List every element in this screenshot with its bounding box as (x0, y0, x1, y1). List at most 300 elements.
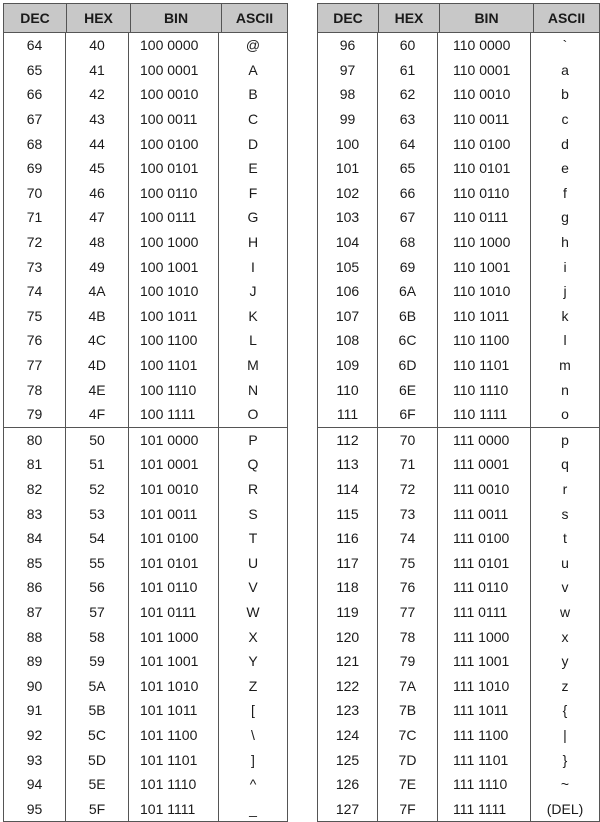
table-row (4, 353, 287, 378)
table-row (318, 402, 599, 427)
table-row (4, 723, 287, 748)
ascii-cell: h (561, 234, 569, 251)
ascii-cell: (DEL) (546, 800, 584, 817)
bin-cell: 110 1010 (438, 279, 531, 304)
ascii-cell: ~ (560, 776, 570, 793)
table-row (4, 600, 287, 625)
hex-cell: 40 (66, 33, 129, 58)
table-row (4, 328, 287, 353)
ascii-cell: R (247, 480, 259, 497)
hex-cell: 4B (66, 304, 129, 329)
bin-cell: 100 1111 (129, 402, 219, 427)
table-row (4, 747, 287, 772)
table-row (4, 279, 287, 304)
table-row (318, 377, 599, 402)
hex-cell: 51 (66, 452, 129, 477)
header-dec: DEC (318, 4, 379, 32)
hex-cell: 4D (66, 353, 129, 378)
ascii-cell: E (248, 160, 258, 177)
ascii-cell: D (247, 135, 259, 152)
bin-cell: 111 0000 (438, 428, 531, 453)
hex-cell: 56 (66, 575, 129, 600)
table-row (4, 526, 287, 551)
hex-cell: 75 (378, 550, 438, 575)
dec-cell: 83 (4, 501, 66, 526)
bin-cell: 111 1000 (438, 624, 531, 649)
ascii-cell: a (561, 61, 569, 78)
hex-cell: 78 (378, 624, 438, 649)
ascii-cell: v (561, 579, 569, 596)
dec-cell: 97 (318, 58, 378, 83)
ascii-table-right (317, 3, 600, 822)
ascii-cell: \ (251, 726, 255, 743)
bin-cell: 110 1110 (438, 377, 531, 402)
dec-cell: 99 (318, 107, 378, 132)
bin-cell: 101 1000 (129, 624, 219, 649)
hex-cell: 7B (378, 698, 438, 723)
table-row (4, 58, 287, 83)
ascii-cell: O (247, 406, 259, 423)
hex-cell: 52 (66, 477, 129, 502)
table-row (318, 58, 599, 83)
bin-cell: 110 0011 (438, 107, 531, 132)
header-bin: BIN (440, 4, 534, 32)
ascii-cell: S (248, 505, 258, 522)
table-row (318, 575, 599, 600)
dec-cell: 121 (318, 649, 378, 674)
table-row (4, 452, 287, 477)
hex-cell: 44 (66, 131, 129, 156)
dec-cell: 115 (318, 501, 378, 526)
dec-cell: 118 (318, 575, 378, 600)
bin-cell: 101 1010 (129, 673, 219, 698)
dec-cell: 78 (4, 377, 66, 402)
ascii-cell: } (562, 751, 568, 768)
dec-cell: 117 (318, 550, 378, 575)
dec-cell: 71 (4, 205, 66, 230)
bin-cell: 111 1101 (438, 747, 531, 772)
bin-cell: 100 0010 (129, 82, 219, 107)
bin-cell: 100 0000 (129, 33, 219, 58)
bin-cell: 101 0110 (129, 575, 219, 600)
ascii-cell: P (248, 431, 258, 448)
table-row (318, 550, 599, 575)
table-row (318, 230, 599, 255)
dec-cell: 119 (318, 600, 378, 625)
hex-cell: 67 (378, 205, 438, 230)
table-row (4, 477, 287, 502)
hex-cell: 70 (378, 428, 438, 453)
table-row (318, 33, 599, 58)
hex-cell: 4F (66, 402, 129, 427)
hex-cell: 72 (378, 477, 438, 502)
ascii-cell: C (247, 111, 259, 128)
ascii-cell: Y (248, 653, 258, 670)
dec-cell: 89 (4, 649, 66, 674)
dec-cell: 92 (4, 723, 66, 748)
table-row (4, 107, 287, 132)
ascii-cell: N (247, 381, 259, 398)
hex-cell: 5A (66, 673, 129, 698)
header-dec: DEC (4, 4, 67, 32)
hex-cell: 43 (66, 107, 129, 132)
table-row (4, 427, 287, 453)
dec-cell: 101 (318, 156, 378, 181)
hex-cell: 73 (378, 501, 438, 526)
dec-cell: 107 (318, 304, 378, 329)
dec-cell: 123 (318, 698, 378, 723)
dec-cell: 109 (318, 353, 378, 378)
dec-cell: 114 (318, 477, 378, 502)
ascii-cell: c (561, 111, 569, 128)
table-row (318, 279, 599, 304)
ascii-cell: @ (245, 37, 261, 54)
bin-cell: 101 1011 (129, 698, 219, 723)
table-row (318, 649, 599, 674)
table-row (4, 624, 287, 649)
dec-cell: 96 (318, 33, 378, 58)
hex-cell: 63 (378, 107, 438, 132)
ascii-cell: f (563, 184, 567, 201)
bin-cell: 111 0101 (438, 550, 531, 575)
table-row (318, 452, 599, 477)
hex-cell: 6B (378, 304, 438, 329)
hex-cell: 57 (66, 600, 129, 625)
ascii-cell: d (561, 135, 569, 152)
table-row (318, 600, 599, 625)
table-row (4, 796, 287, 821)
ascii-cell: n (561, 381, 569, 398)
ascii-cell: L (249, 332, 257, 349)
bin-cell: 110 0001 (438, 58, 531, 83)
bin-cell: 101 0000 (129, 428, 219, 453)
dec-cell: 70 (4, 181, 66, 206)
bin-cell: 100 0110 (129, 181, 219, 206)
bin-cell: 100 0111 (129, 205, 219, 230)
hex-cell: 41 (66, 58, 129, 83)
dec-cell: 68 (4, 131, 66, 156)
dec-cell: 84 (4, 526, 66, 551)
table-row (318, 82, 599, 107)
hex-cell: 77 (378, 600, 438, 625)
dec-cell: 85 (4, 550, 66, 575)
dec-cell: 77 (4, 353, 66, 378)
dec-cell: 73 (4, 254, 66, 279)
dec-cell: 106 (318, 279, 378, 304)
bin-cell: 110 1000 (438, 230, 531, 255)
ascii-cell: p (561, 431, 569, 448)
bin-cell: 101 1110 (129, 772, 219, 797)
table-row (318, 254, 599, 279)
table-row (318, 673, 599, 698)
table-row (4, 131, 287, 156)
table-row (318, 526, 599, 551)
hex-cell: 49 (66, 254, 129, 279)
dec-cell: 127 (318, 796, 378, 821)
bin-cell: 110 0111 (438, 205, 531, 230)
dec-cell: 79 (4, 402, 66, 427)
bin-cell: 111 0100 (438, 526, 531, 551)
table-row (4, 304, 287, 329)
dec-cell: 104 (318, 230, 378, 255)
dec-cell: 76 (4, 328, 66, 353)
table-row (4, 772, 287, 797)
ascii-cell: | (563, 726, 567, 743)
ascii-cell: j (563, 283, 567, 300)
ascii-cell: W (246, 603, 260, 620)
hex-cell: 64 (378, 131, 438, 156)
hex-cell: 7F (378, 796, 438, 821)
dec-cell: 91 (4, 698, 66, 723)
hex-cell: 60 (378, 33, 438, 58)
dec-cell: 80 (4, 428, 66, 453)
bin-cell: 101 0101 (129, 550, 219, 575)
hex-cell: 5D (66, 747, 129, 772)
ascii-cell: X (248, 628, 258, 645)
table-row (4, 377, 287, 402)
ascii-cell: B (248, 86, 258, 103)
ascii-cell: y (561, 653, 569, 670)
ascii-cell: e (561, 160, 569, 177)
ascii-cell: Q (247, 456, 259, 473)
ascii-cell: s (561, 505, 569, 522)
bin-cell: 111 1010 (438, 673, 531, 698)
ascii-cell: F (248, 184, 258, 201)
table-row (318, 131, 599, 156)
dec-cell: 124 (318, 723, 378, 748)
table-row (4, 673, 287, 698)
hex-cell: 79 (378, 649, 438, 674)
bin-cell: 101 0100 (129, 526, 219, 551)
bin-cell: 110 1111 (438, 402, 531, 427)
hex-cell: 53 (66, 501, 129, 526)
table-header (4, 4, 287, 33)
dec-cell: 67 (4, 107, 66, 132)
hex-cell: 55 (66, 550, 129, 575)
header-ascii: ASCII (547, 10, 586, 26)
dec-cell: 112 (318, 428, 378, 453)
table-row (318, 353, 599, 378)
hex-cell: 45 (66, 156, 129, 181)
table-header (318, 4, 599, 33)
bin-cell: 100 0100 (129, 131, 219, 156)
bin-cell: 101 1001 (129, 649, 219, 674)
table-body (318, 33, 599, 821)
table-row (4, 254, 287, 279)
dec-cell: 125 (318, 747, 378, 772)
ascii-cell: ` (562, 37, 568, 54)
hex-cell: 42 (66, 82, 129, 107)
ascii-cell: x (561, 628, 569, 645)
dec-cell: 90 (4, 673, 66, 698)
bin-cell: 111 1110 (438, 772, 531, 797)
ascii-table-left (3, 3, 288, 822)
bin-cell: 100 1011 (129, 304, 219, 329)
hex-cell: 68 (378, 230, 438, 255)
bin-cell: 110 0000 (438, 33, 531, 58)
table-row (318, 772, 599, 797)
ascii-cell: G (247, 209, 259, 226)
hex-cell: 65 (378, 156, 438, 181)
bin-cell: 101 0001 (129, 452, 219, 477)
ascii-cell: ] (251, 751, 255, 768)
dec-cell: 69 (4, 156, 66, 181)
hex-cell: 7E (378, 772, 438, 797)
hex-cell: 54 (66, 526, 129, 551)
bin-cell: 111 0011 (438, 501, 531, 526)
bin-cell: 111 1001 (438, 649, 531, 674)
dec-cell: 103 (318, 205, 378, 230)
table-row (318, 698, 599, 723)
dec-cell: 82 (4, 477, 66, 502)
dec-cell: 120 (318, 624, 378, 649)
ascii-cell: ^ (249, 776, 257, 793)
table-row (318, 477, 599, 502)
hex-cell: 69 (378, 254, 438, 279)
dec-cell: 75 (4, 304, 66, 329)
table-row (318, 156, 599, 181)
bin-cell: 110 1001 (438, 254, 531, 279)
bin-cell: 101 1101 (129, 747, 219, 772)
ascii-cell: k (561, 307, 569, 324)
hex-cell: 4E (66, 377, 129, 402)
table-row (4, 402, 287, 427)
ascii-cell: g (561, 209, 569, 226)
hex-cell: 6E (378, 377, 438, 402)
bin-cell: 110 0100 (438, 131, 531, 156)
ascii-cell: _ (249, 800, 257, 817)
table-row (4, 156, 287, 181)
table-row (4, 698, 287, 723)
dec-cell: 66 (4, 82, 66, 107)
table-row (318, 427, 599, 453)
dec-cell: 72 (4, 230, 66, 255)
hex-cell: 76 (378, 575, 438, 600)
header-ascii: ASCII (235, 10, 274, 26)
bin-cell: 100 0101 (129, 156, 219, 181)
ascii-cell: T (248, 530, 258, 547)
hex-cell: 5C (66, 723, 129, 748)
dec-cell: 110 (318, 377, 378, 402)
table-row (4, 230, 287, 255)
ascii-cell: K (248, 307, 258, 324)
dec-cell: 111 (318, 402, 378, 427)
hex-cell: 61 (378, 58, 438, 83)
dec-cell: 95 (4, 796, 66, 821)
dec-cell: 93 (4, 747, 66, 772)
hex-cell: 66 (378, 181, 438, 206)
hex-cell: 62 (378, 82, 438, 107)
ascii-cell: t (563, 530, 567, 547)
header-bin: BIN (131, 4, 222, 32)
bin-cell: 111 0110 (438, 575, 531, 600)
table-row (4, 181, 287, 206)
ascii-cell: H (247, 234, 259, 251)
bin-cell: 110 1100 (438, 328, 531, 353)
hex-cell: 5E (66, 772, 129, 797)
bin-cell: 100 1100 (129, 328, 219, 353)
bin-cell: 100 1110 (129, 377, 219, 402)
ascii-cell: U (247, 554, 259, 571)
bin-cell: 101 1100 (129, 723, 219, 748)
bin-cell: 110 1011 (438, 304, 531, 329)
table-body (4, 33, 287, 821)
ascii-cell: r (562, 480, 568, 497)
hex-cell: 7D (378, 747, 438, 772)
table-row (318, 624, 599, 649)
bin-cell: 101 1111 (129, 796, 219, 821)
table-row (4, 550, 287, 575)
bin-cell: 111 1100 (438, 723, 531, 748)
dec-cell: 98 (318, 82, 378, 107)
hex-cell: 6A (378, 279, 438, 304)
hex-cell: 7A (378, 673, 438, 698)
hex-cell: 4A (66, 279, 129, 304)
table-row (318, 205, 599, 230)
bin-cell: 101 0011 (129, 501, 219, 526)
ascii-cell: J (249, 283, 257, 300)
ascii-cell: m (559, 357, 571, 374)
bin-cell: 111 0111 (438, 600, 531, 625)
ascii-cell: u (561, 554, 569, 571)
bin-cell: 100 1001 (129, 254, 219, 279)
table-row (4, 575, 287, 600)
table-row (318, 181, 599, 206)
ascii-cell: Z (248, 677, 258, 694)
table-row (318, 723, 599, 748)
hex-cell: 47 (66, 205, 129, 230)
ascii-cell: V (248, 579, 258, 596)
ascii-cell: [ (251, 702, 255, 719)
ascii-cell: l (563, 332, 567, 349)
dec-cell: 81 (4, 452, 66, 477)
ascii-cell: i (563, 258, 567, 275)
hex-cell: 6C (378, 328, 438, 353)
hex-cell: 58 (66, 624, 129, 649)
hex-cell: 4C (66, 328, 129, 353)
bin-cell: 101 0010 (129, 477, 219, 502)
header-hex: HEX (67, 4, 131, 32)
bin-cell: 111 1011 (438, 698, 531, 723)
bin-cell: 110 0010 (438, 82, 531, 107)
table-row (4, 649, 287, 674)
table-row (4, 82, 287, 107)
ascii-cell: b (561, 86, 569, 103)
hex-cell: 71 (378, 452, 438, 477)
dec-cell: 105 (318, 254, 378, 279)
table-row (318, 107, 599, 132)
dec-cell: 86 (4, 575, 66, 600)
hex-cell: 46 (66, 181, 129, 206)
ascii-cell: A (248, 61, 258, 78)
table-row (4, 501, 287, 526)
dec-cell: 94 (4, 772, 66, 797)
ascii-cell: z (561, 677, 569, 694)
hex-cell: 7C (378, 723, 438, 748)
header-hex: HEX (379, 4, 440, 32)
table-row (4, 33, 287, 58)
dec-cell: 108 (318, 328, 378, 353)
hex-cell: 59 (66, 649, 129, 674)
dec-cell: 88 (4, 624, 66, 649)
hex-cell: 6F (378, 402, 438, 427)
dec-cell: 126 (318, 772, 378, 797)
hex-cell: 74 (378, 526, 438, 551)
table-row (318, 747, 599, 772)
bin-cell: 100 1000 (129, 230, 219, 255)
bin-cell: 100 1101 (129, 353, 219, 378)
bin-cell: 100 0011 (129, 107, 219, 132)
